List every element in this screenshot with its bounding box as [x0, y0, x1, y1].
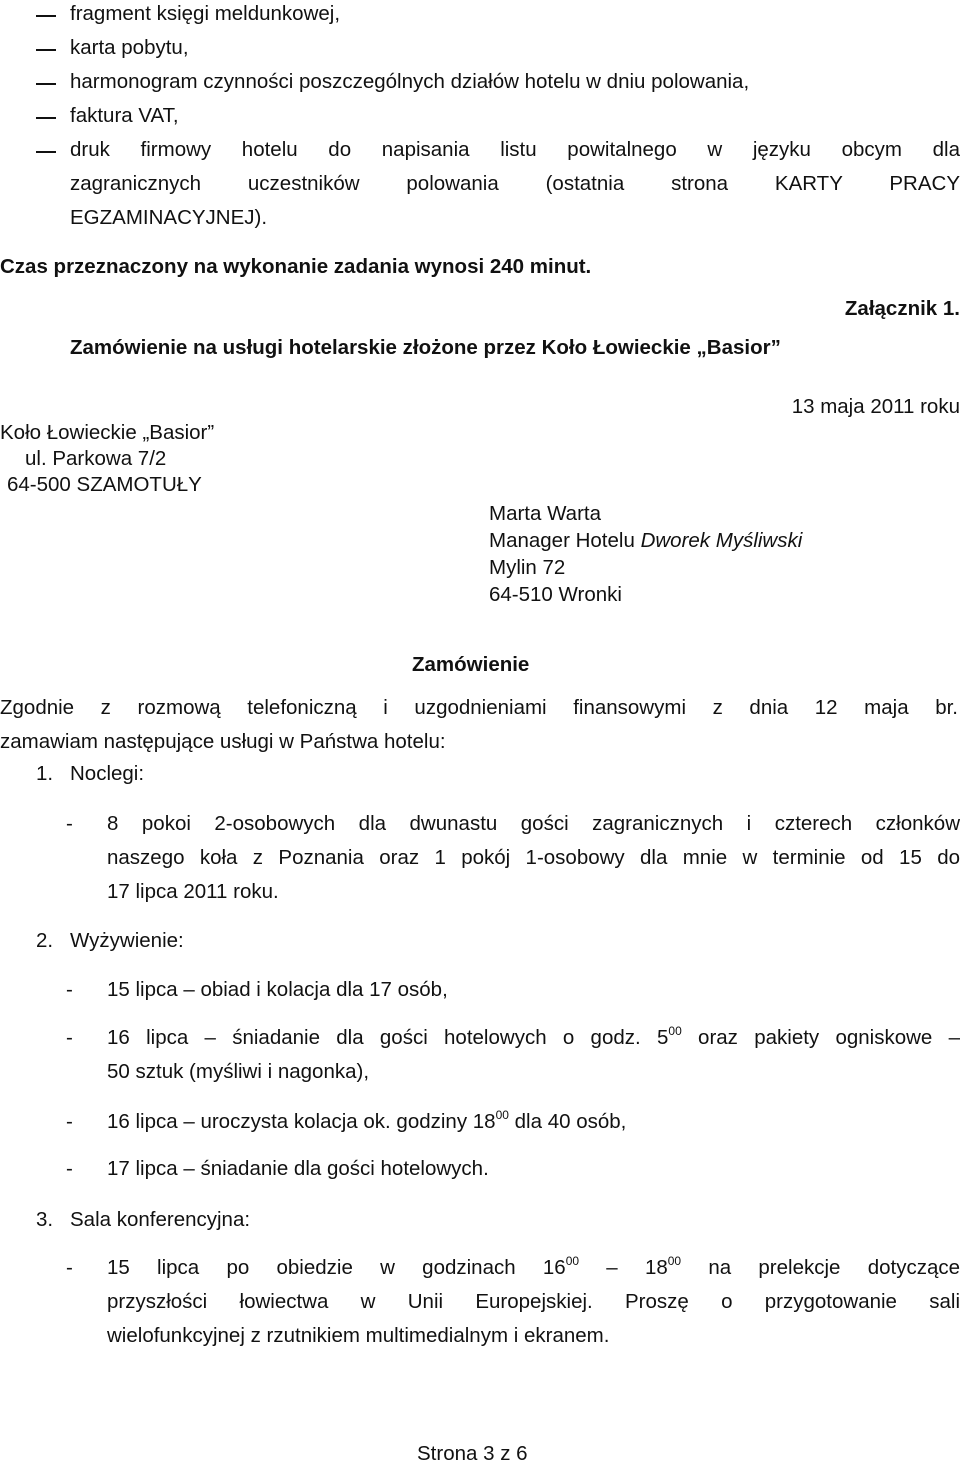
- list-dash: [36, 15, 56, 17]
- letter-date: 13 maja 2011 roku: [791, 395, 960, 418]
- item-dash: -: [66, 978, 73, 1001]
- list-item: harmonogram czynności poszczególnych działów hotelu w dniu polowania,: [70, 70, 750, 93]
- list-item: 16 lipca – śniadanie dla gości hotelowych o godz. $5^{00}$ oraz pakiety ogniskowe –: [107, 1024, 960, 1049]
- sender-name: Koło Łowieckie „Basior”: [0, 421, 215, 444]
- recipient-name: Marta Warta: [489, 502, 602, 525]
- attachment-label: Załącznik 1.: [844, 297, 960, 320]
- section-number: 1.: [36, 762, 54, 785]
- section-title: Wyżywienie:: [70, 929, 184, 952]
- list-item: 15 lipca – obiad i kolacja dla 17 osób,: [107, 978, 448, 1001]
- list-item: karta pobytu,: [70, 36, 189, 59]
- item-dash: -: [66, 812, 73, 835]
- list-item-continuation: EGZAMINACYJNEJ).: [70, 206, 268, 229]
- hotel-name: Dworek Myśliwski: [640, 529, 803, 552]
- list-item-continuation: 17 lipca 2011 roku.: [107, 880, 279, 903]
- list-item: fragment księgi meldunkowej,: [70, 2, 341, 25]
- letter-heading: Zamówienie: [412, 653, 530, 676]
- list-item-continuation: przyszłości łowiectwa w Unii Europejskiej. Proszę o przygotowanie sali: [107, 1290, 960, 1313]
- list-item: 17 lipca – śniadanie dla gości hotelowych.: [107, 1157, 489, 1180]
- recipient-role: Manager Hotelu Dworek Myśliwski: [489, 529, 803, 552]
- page-number: Strona 3 z 6: [417, 1442, 528, 1465]
- sender-street: ul. Parkowa 7/2: [25, 447, 167, 470]
- section-number: 3.: [36, 1208, 54, 1231]
- list-dash: [36, 49, 56, 51]
- item-dash: -: [66, 1026, 73, 1049]
- list-item-continuation: naszego koła z Poznania oraz 1 pokój 1-osobowy dla mnie w terminie od 15 do: [107, 846, 960, 869]
- list-item-continuation: 50 sztuk (myśliwi i nagonka),: [107, 1060, 370, 1083]
- item-dash: -: [66, 1157, 73, 1180]
- section-title: Sala konferencyjna:: [70, 1208, 251, 1231]
- section-number: 2.: [36, 929, 54, 952]
- intro-text: Zgodnie z rozmową telefoniczną i uzgodnieniami finansowymi z dnia 12 maja br.: [0, 696, 958, 719]
- sender-city: 64-500 SZAMOTUŁY: [7, 473, 202, 496]
- list-item: druk firmowy hotelu do napisania listu powitalnego w języku obcym dla: [70, 138, 960, 161]
- list-item: 15 lipca po obiedzie w godzinach $16^{00} - 18^{00}$ na prelekcje dotyczące: [107, 1254, 960, 1279]
- list-dash: [36, 151, 56, 153]
- item-dash: -: [66, 1110, 73, 1133]
- recipient-street: Mylin 72: [489, 556, 566, 579]
- section-title: Noclegi:: [70, 762, 145, 785]
- time-note: Czas przeznaczony na wykonanie zadania wynosi 240 minut.: [0, 255, 592, 278]
- list-item: 8 pokoi 2-osobowych dla dwunastu gości zagranicznych i czterech członków: [107, 812, 960, 835]
- item-dash: -: [66, 1256, 73, 1279]
- recipient-city: 64-510 Wronki: [489, 583, 622, 606]
- order-title: Zamówienie na usługi hotelarskie złożone przez Koło Łowieckie „Basior”: [70, 336, 781, 359]
- list-dash: [36, 83, 56, 85]
- list-item: 16 lipca – uroczysta kolacja ok. godziny $18^{00}$ dla 40 osób,: [107, 1108, 627, 1133]
- list-item-continuation: wielofunkcyjnej z rzutnikiem multimedialnym i ekranem.: [107, 1324, 610, 1347]
- list-item-continuation: zagranicznych uczestników polowania (ostatnia strona KARTY PRACY: [70, 172, 960, 195]
- list-dash: [36, 117, 56, 119]
- intro-text-continuation: zamawiam następujące usługi w Państwa hotelu:: [0, 730, 446, 753]
- list-item: faktura VAT,: [70, 104, 179, 127]
